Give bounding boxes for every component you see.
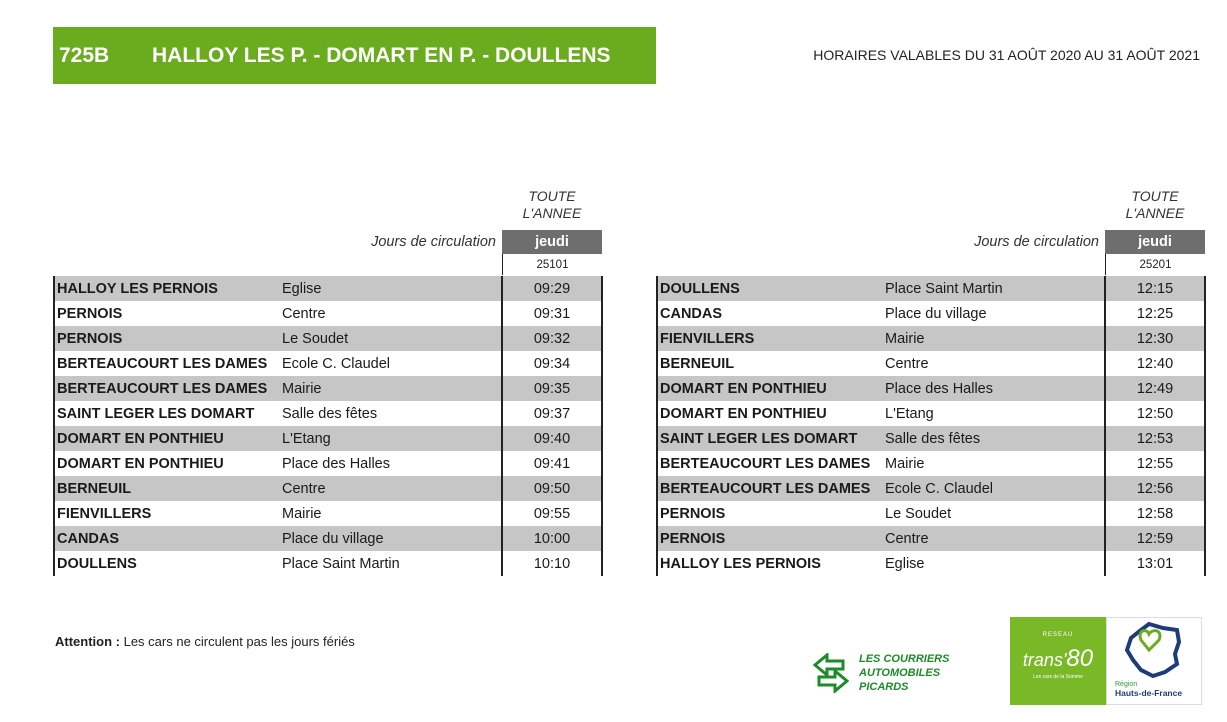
- table-row: [55, 526, 602, 551]
- town-name: BERNEUIL: [57, 480, 132, 497]
- departure-time: 09:31: [501, 301, 603, 326]
- town-name: PERNOIS: [660, 505, 726, 522]
- departure-time: 09:50: [501, 476, 603, 501]
- cap-line3: PICARDS: [859, 681, 909, 693]
- town-name: BERTEAUCOURT LES DAMES: [660, 455, 871, 472]
- town-name: PERNOIS: [57, 330, 123, 347]
- departure-time: 09:35: [501, 376, 603, 401]
- days-label: Jours de circulation: [974, 234, 1099, 250]
- stop-name: Place Saint Martin: [885, 280, 1003, 297]
- stop-name: Place des Halles: [885, 380, 993, 397]
- departure-time: 09:32: [501, 326, 603, 351]
- town-name: PERNOIS: [57, 305, 123, 322]
- cap-logo: [813, 652, 949, 694]
- departure-time: 13:01: [1104, 551, 1206, 576]
- departure-time: 12:56: [1104, 476, 1206, 501]
- stop-name: Ecole C. Claudel: [282, 355, 390, 372]
- cap-line2: AUTOMOBILES: [859, 667, 941, 679]
- stop-name: Place des Halles: [282, 455, 390, 472]
- departure-time: 12:55: [1104, 451, 1206, 476]
- table-row: [55, 501, 602, 526]
- notice: [55, 634, 355, 649]
- town-name: CANDAS: [57, 530, 120, 547]
- trans80-name: trans'80: [1022, 645, 1094, 672]
- notice-label: Attention :: [55, 634, 120, 649]
- departure-time: 09:29: [501, 276, 603, 301]
- stop-name: Mairie: [282, 380, 322, 397]
- stop-name: Place Saint Martin: [282, 555, 400, 572]
- town-name: FIENVILLERS: [660, 330, 755, 347]
- stop-name: Salle des fêtes: [282, 405, 378, 422]
- stop-name: Eglise: [282, 280, 322, 297]
- departure-time: 12:50: [1104, 401, 1206, 426]
- departure-time: 12:25: [1104, 301, 1206, 326]
- notice-text: Les cars ne circulent pas les jours fériés: [119, 634, 355, 649]
- stop-name: L'Etang: [282, 430, 331, 447]
- table-row: [55, 326, 602, 351]
- town-name: DOMART EN PONTHIEU: [57, 455, 224, 472]
- region-logo: [1106, 617, 1202, 705]
- stop-name: Le Soudet: [885, 505, 952, 522]
- stop-name: Mairie: [885, 330, 925, 347]
- departure-time: 09:40: [501, 426, 603, 451]
- table-row: [658, 276, 1205, 301]
- stop-name: Place du village: [885, 305, 987, 322]
- stop-name: Centre: [282, 480, 326, 497]
- period-line2: L'ANNEE: [1125, 205, 1185, 221]
- trans80-tagline: Les cars de la Somme: [1033, 674, 1083, 680]
- route-title-bar: [53, 27, 656, 84]
- table-row: [658, 301, 1205, 326]
- period-line1: TOUTE: [528, 188, 576, 204]
- stop-name: Mairie: [885, 455, 925, 472]
- departure-time: 09:37: [501, 401, 603, 426]
- trans80-reseau: RESEAU: [1042, 632, 1074, 638]
- day-header: jeudi: [1105, 230, 1205, 254]
- town-name: HALLOY LES PERNOIS: [57, 280, 218, 297]
- table-row: [55, 401, 602, 426]
- town-name: DOULLENS: [660, 280, 740, 297]
- town-name: DOMART EN PONTHIEU: [660, 405, 827, 422]
- departure-time: 12:53: [1104, 426, 1206, 451]
- table-row: [658, 326, 1205, 351]
- day-header: jeudi: [502, 230, 602, 254]
- town-name: BERTEAUCOURT LES DAMES: [660, 480, 871, 497]
- table-row: [55, 351, 602, 376]
- town-name: BERNEUIL: [660, 355, 735, 372]
- stop-name: Mairie: [282, 505, 322, 522]
- period-label: [1105, 188, 1205, 222]
- stop-name: Centre: [282, 305, 326, 322]
- town-name: PERNOIS: [660, 530, 726, 547]
- town-name: SAINT LEGER LES DOMART: [57, 405, 255, 422]
- service-code: 25201: [1105, 254, 1205, 275]
- departure-time: 12:15: [1104, 276, 1206, 301]
- period-line1: TOUTE: [1131, 188, 1179, 204]
- line-number: 725B: [59, 43, 110, 67]
- town-name: BERTEAUCOURT LES DAMES: [57, 380, 268, 397]
- service-code: 25101: [502, 254, 602, 275]
- departure-time: 12:49: [1104, 376, 1206, 401]
- table-row: [658, 426, 1205, 451]
- town-name: FIENVILLERS: [57, 505, 152, 522]
- validity-period: HORAIRES VALABLES DU 31 AOÛT 2020 AU 31 AOÛT 2021: [813, 47, 1200, 63]
- town-name: CANDAS: [660, 305, 723, 322]
- trans80-logo: [1010, 617, 1106, 705]
- stop-name: Eglise: [885, 555, 925, 572]
- town-name: BERTEAUCOURT LES DAMES: [57, 355, 268, 372]
- table-row: [55, 426, 602, 451]
- table-row: [658, 401, 1205, 426]
- route-title: HALLOY LES P. - DOMART EN P. - DOULLENS: [152, 43, 611, 67]
- cap-arrows-icon: [813, 653, 849, 693]
- departure-time: 09:55: [501, 501, 603, 526]
- stop-name: Centre: [885, 530, 929, 547]
- stop-name: Place du village: [282, 530, 384, 547]
- period-label: [502, 188, 602, 222]
- table-row: [55, 276, 602, 301]
- table-row: [658, 476, 1205, 501]
- table-row: [658, 351, 1205, 376]
- table-row: [658, 376, 1205, 401]
- table-row: [658, 526, 1205, 551]
- departure-time: 09:41: [501, 451, 603, 476]
- departure-time: 09:34: [501, 351, 603, 376]
- table-row: [55, 376, 602, 401]
- stop-name: Salle des fêtes: [885, 430, 981, 447]
- cap-line1: LES COURRIERS: [859, 653, 950, 665]
- stop-name: Centre: [885, 355, 929, 372]
- town-name: DOMART EN PONTHIEU: [660, 380, 827, 397]
- region-line1: Région: [1115, 681, 1138, 688]
- town-name: DOULLENS: [57, 555, 137, 572]
- departure-time: 10:00: [501, 526, 603, 551]
- departure-time: 12:58: [1104, 501, 1206, 526]
- town-name: HALLOY LES PERNOIS: [660, 555, 821, 572]
- table-row: [658, 501, 1205, 526]
- departure-time: 10:10: [501, 551, 603, 576]
- stop-name: Le Soudet: [282, 330, 349, 347]
- departure-time: 12:30: [1104, 326, 1206, 351]
- table-row: [55, 451, 602, 476]
- period-line2: L'ANNEE: [522, 205, 582, 221]
- table-row: [55, 551, 602, 576]
- table-row: [55, 301, 602, 326]
- table-row: [658, 551, 1205, 576]
- town-name: SAINT LEGER LES DOMART: [660, 430, 858, 447]
- table-row: [658, 451, 1205, 476]
- days-label: Jours de circulation: [371, 234, 496, 250]
- france-map-icon: [1119, 620, 1189, 680]
- departure-time: 12:59: [1104, 526, 1206, 551]
- stop-list: [53, 276, 602, 576]
- departure-time: 12:40: [1104, 351, 1206, 376]
- table-row: [55, 476, 602, 501]
- stop-list: [656, 276, 1205, 576]
- stop-name: L'Etang: [885, 405, 934, 422]
- town-name: DOMART EN PONTHIEU: [57, 430, 224, 447]
- region-line2: Hauts-de-France: [1115, 688, 1183, 698]
- stop-name: Ecole C. Claudel: [885, 480, 993, 497]
